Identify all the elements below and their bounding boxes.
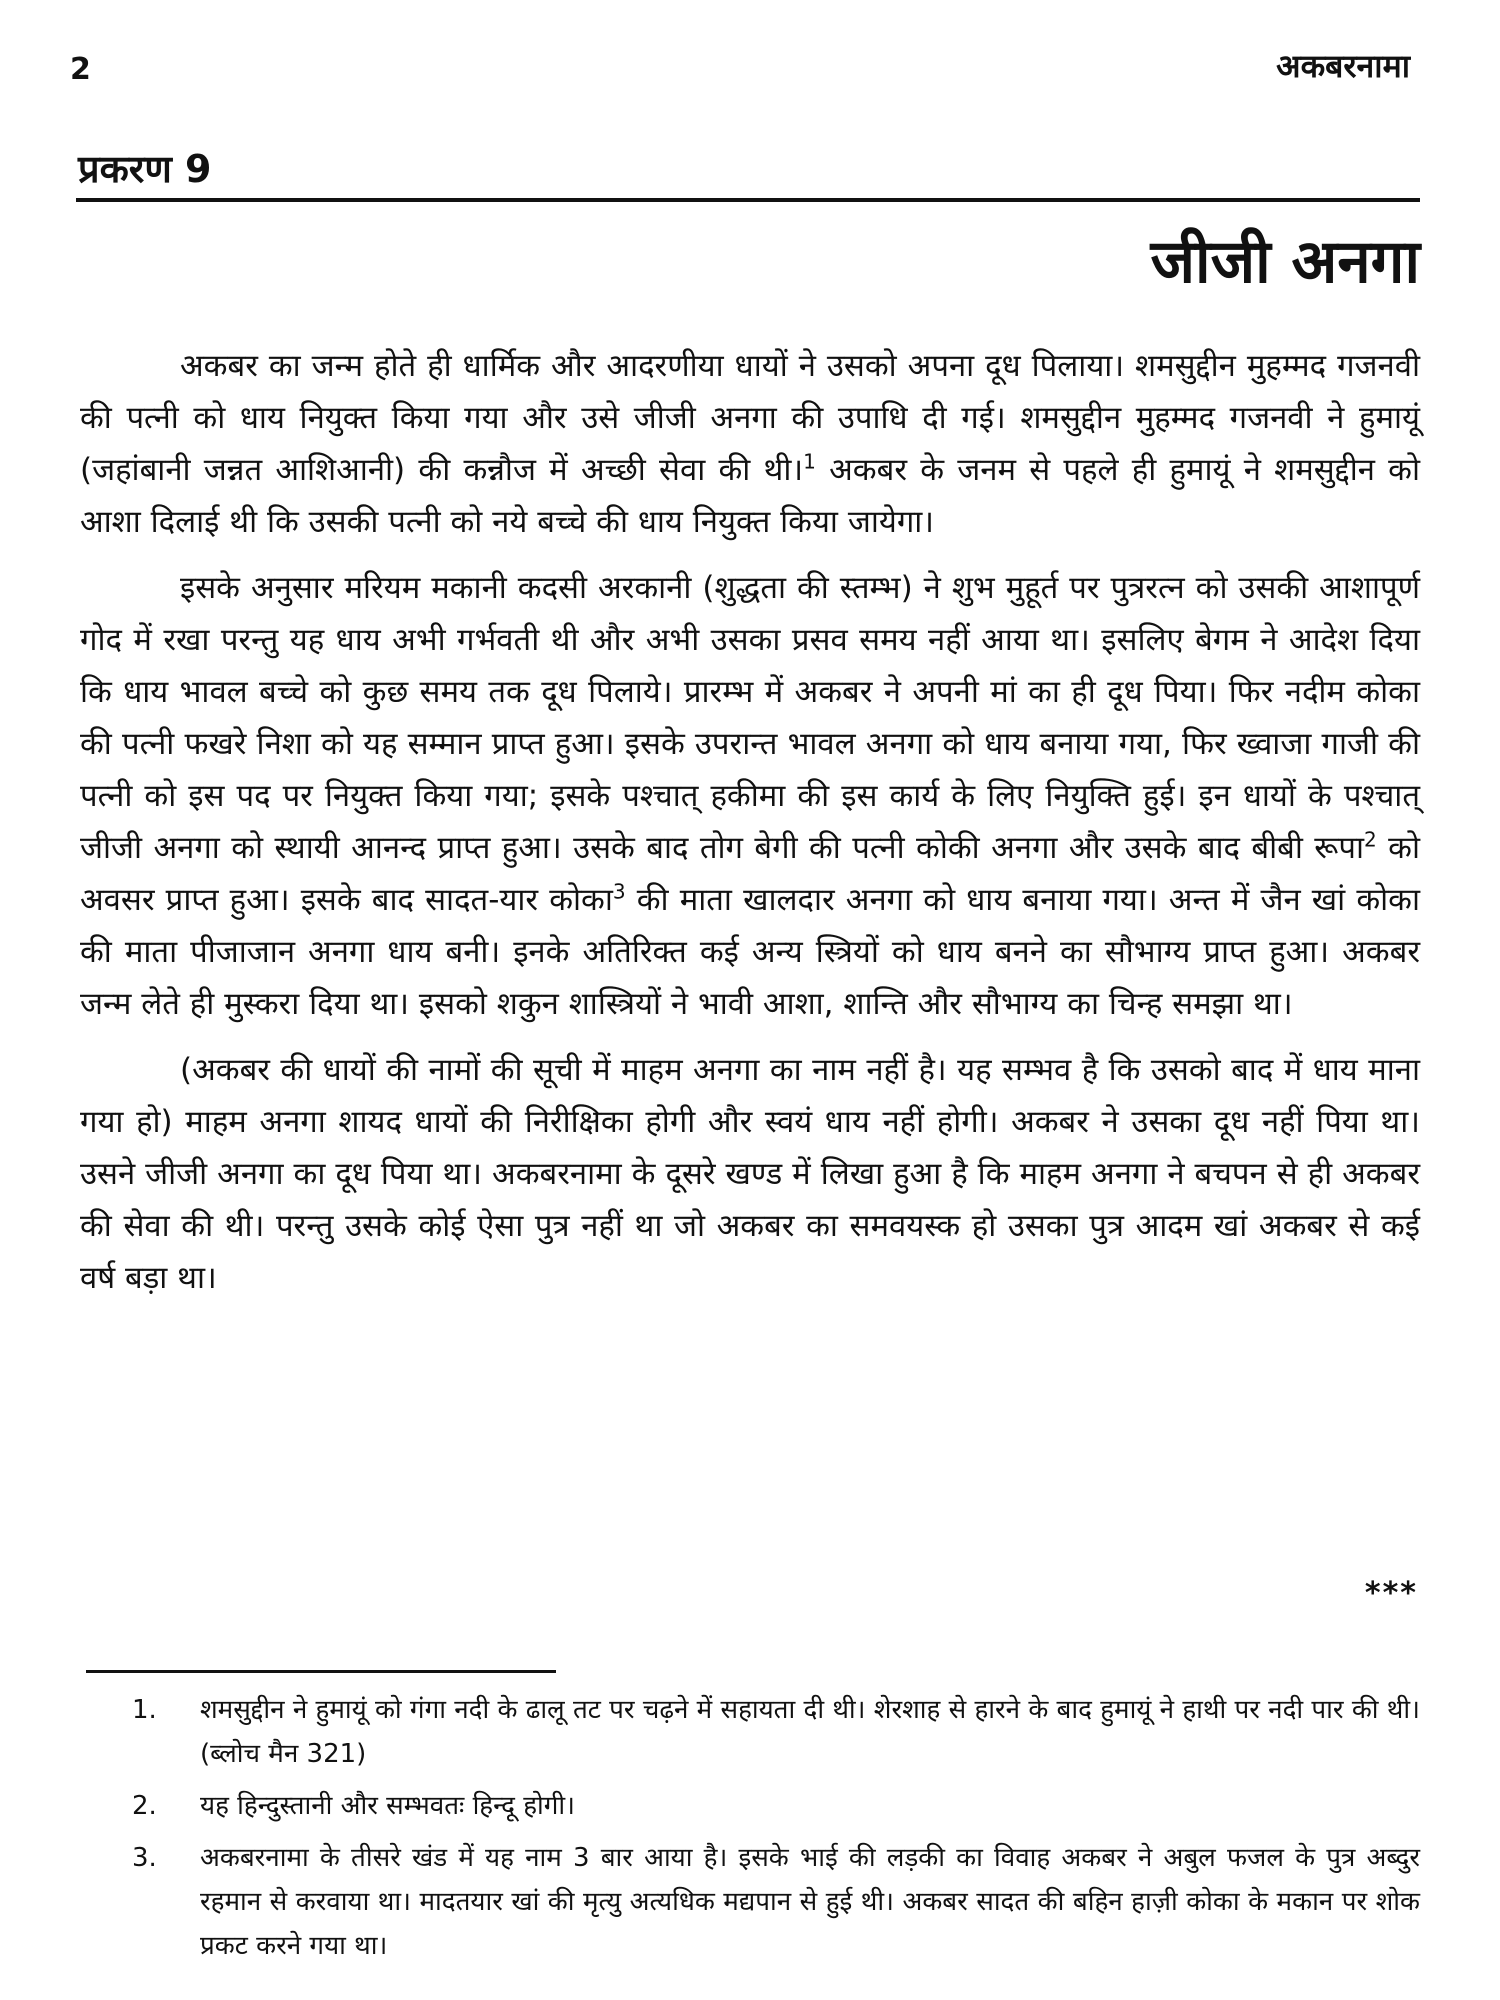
footnote-number: 2.: [132, 1791, 157, 1821]
footnote-text: अकबरनामा के तीसरे खंड में यह नाम 3 बार आया है। इसके भाई की लड़की का विवाह अकबर ने अबुल फजल के पुत्र अब्दुर रहमान से करवाया था। मादतयार खां की मृत्यु अत्यधिक मद्यपान से हुई थी। अकबर सादत की बहिन हाज़ी कोका के मकान पर शोक प्रकट करने गया था।: [200, 1843, 1420, 1961]
footnotes: [132, 1688, 1420, 1976]
paragraph-text: की माता खालदार अनगा को धाय बनाया गया। अन्त में जैन खां कोका की माता पीजाजान अनगा धाय बनी। इनके अतिरिक्त कई अन्य स्त्रियों को धाय बनने का सौभाग्य प्राप्त हुआ। अकबर जन्म लेते ही मुस्करा दिया था। इसको शकुन शास्त्रियों ने भावी आशा, शान्ति और सौभाग्य का चिन्ह समझा था।: [80, 882, 1420, 1022]
running-head: अकबरनामा: [1276, 47, 1410, 85]
footnote-divider: [86, 1670, 556, 1673]
footnote-3: [132, 1836, 1420, 1968]
page-number: 2: [70, 52, 91, 87]
footnote-text: शमसुद्दीन ने हुमायूं को गंगा नदी के ढालू तट पर चढ़ने में सहायता दी थी। शेरशाह से हारने के बाद हुमायूं ने हाथी पर नदी पार की थी। (ब्लोच मैन 321): [200, 1695, 1420, 1769]
footnote-number: 1.: [132, 1695, 157, 1725]
section-end-mark: ***: [1364, 1576, 1418, 1611]
paragraph-text: (अकबर की धायों की नामों की सूची में माहम अनगा का नाम नहीं है। यह सम्भव है कि उसको बाद में धाय माना गया हो) माहम अनगा शायद धायों की निरीक्षिका होगी और स्वयं धाय नहीं होगी। अकबर ने उसका दूध नहीं पिया था। उसने जीजी अनगा का दूध पिया था। अकबरनामा के दूसरे खण्ड में लिखा हुआ है कि माहम अनगा ने बचपन से ही अकबर की सेवा की थी। परन्तु उसके कोई ऐसा पुत्र नहीं था जो अकबर का समवयस्क हो उसका पुत्र आदम खां अकबर से कई वर्ष बड़ा था।: [80, 1052, 1420, 1296]
footnote-text: यह हिन्दुस्तानी और सम्भवतः हिन्दू होगी।: [200, 1791, 575, 1821]
chapter-label: प्रकरण 9: [78, 147, 212, 191]
paragraph-3: [80, 1044, 1420, 1304]
paragraph-text: इसके अनुसार मरियम मकानी कदसी अरकानी (शुद्धता की स्तम्भ) ने शुभ मुहूर्त पर पुत्ररत्न को उसकी आशापूर्ण गोद में रखा परन्तु यह धाय अभी गर्भवती थी और अभी उसका प्रसव समय नहीं आया था। इसलिए बेगम ने आदेश दिया कि धाय भावल बच्चे को कुछ समय तक दूध पिलाये। प्रारम्भ में अकबर ने अपनी मां का ही दूध पिया। फिर नदीम कोका की पत्नी फखरे निशा को यह सम्मान प्राप्त हुआ। इसके उपरान्त भावल अनगा को धाय बनाया गया, फिर ख्वाजा गाजी की पत्नी को इस पद पर नियुक्त किया गया; इसके पश्चात् हकीमा की इस कार्य के लिए नियुक्ति हुई। इन धायों के पश्चात् जीजी अनगा को स्थायी आनन्द प्राप्त हुआ। उसके बाद तोग बेगी की पत्नी कोकी अनगा और उसके बाद बीबी रूपा: [80, 570, 1420, 866]
paragraph-2: [80, 562, 1420, 1030]
chapter-title: जीजी अनगा: [1150, 227, 1420, 297]
footnote-ref-3: 3: [612, 879, 626, 904]
footnote-ref-1: 1: [803, 449, 816, 474]
footnote-ref-2: 2: [1364, 827, 1377, 852]
paragraph-text: अकबर का जन्म होते ही धार्मिक और आदरणीया धायों ने उसको अपना दूध पिलाया। शमसुद्दीन मुहम्मद गजनवी की पत्नी को धाय नियुक्त किया गया और उसे जीजी अनगा की उपाधि दी गई। शमसुद्दीन मुहम्मद गजनवी ने हुमायूं (जहांबानी जन्नत आशिआनी) की कन्नौज में अच्छी सेवा की थी।: [80, 348, 1420, 488]
paragraph-text: को अवसर प्राप्त हुआ। इसके बाद सादत-यार कोका: [80, 830, 1420, 918]
footnote-number: 3.: [132, 1843, 157, 1873]
paragraph-1: [80, 340, 1420, 548]
paragraph-text: अकबर के जनम से पहले ही हुमायूं ने शमसुद्दीन को आशा दिलाई थी कि उसकी पत्नी को नये बच्चे की धाय नियुक्त किया जायेगा।: [80, 452, 1421, 540]
body-text: [80, 340, 1420, 1318]
footnote-1: [132, 1688, 1420, 1776]
footnote-2: [132, 1784, 1420, 1828]
chapter-divider: [76, 198, 1420, 202]
